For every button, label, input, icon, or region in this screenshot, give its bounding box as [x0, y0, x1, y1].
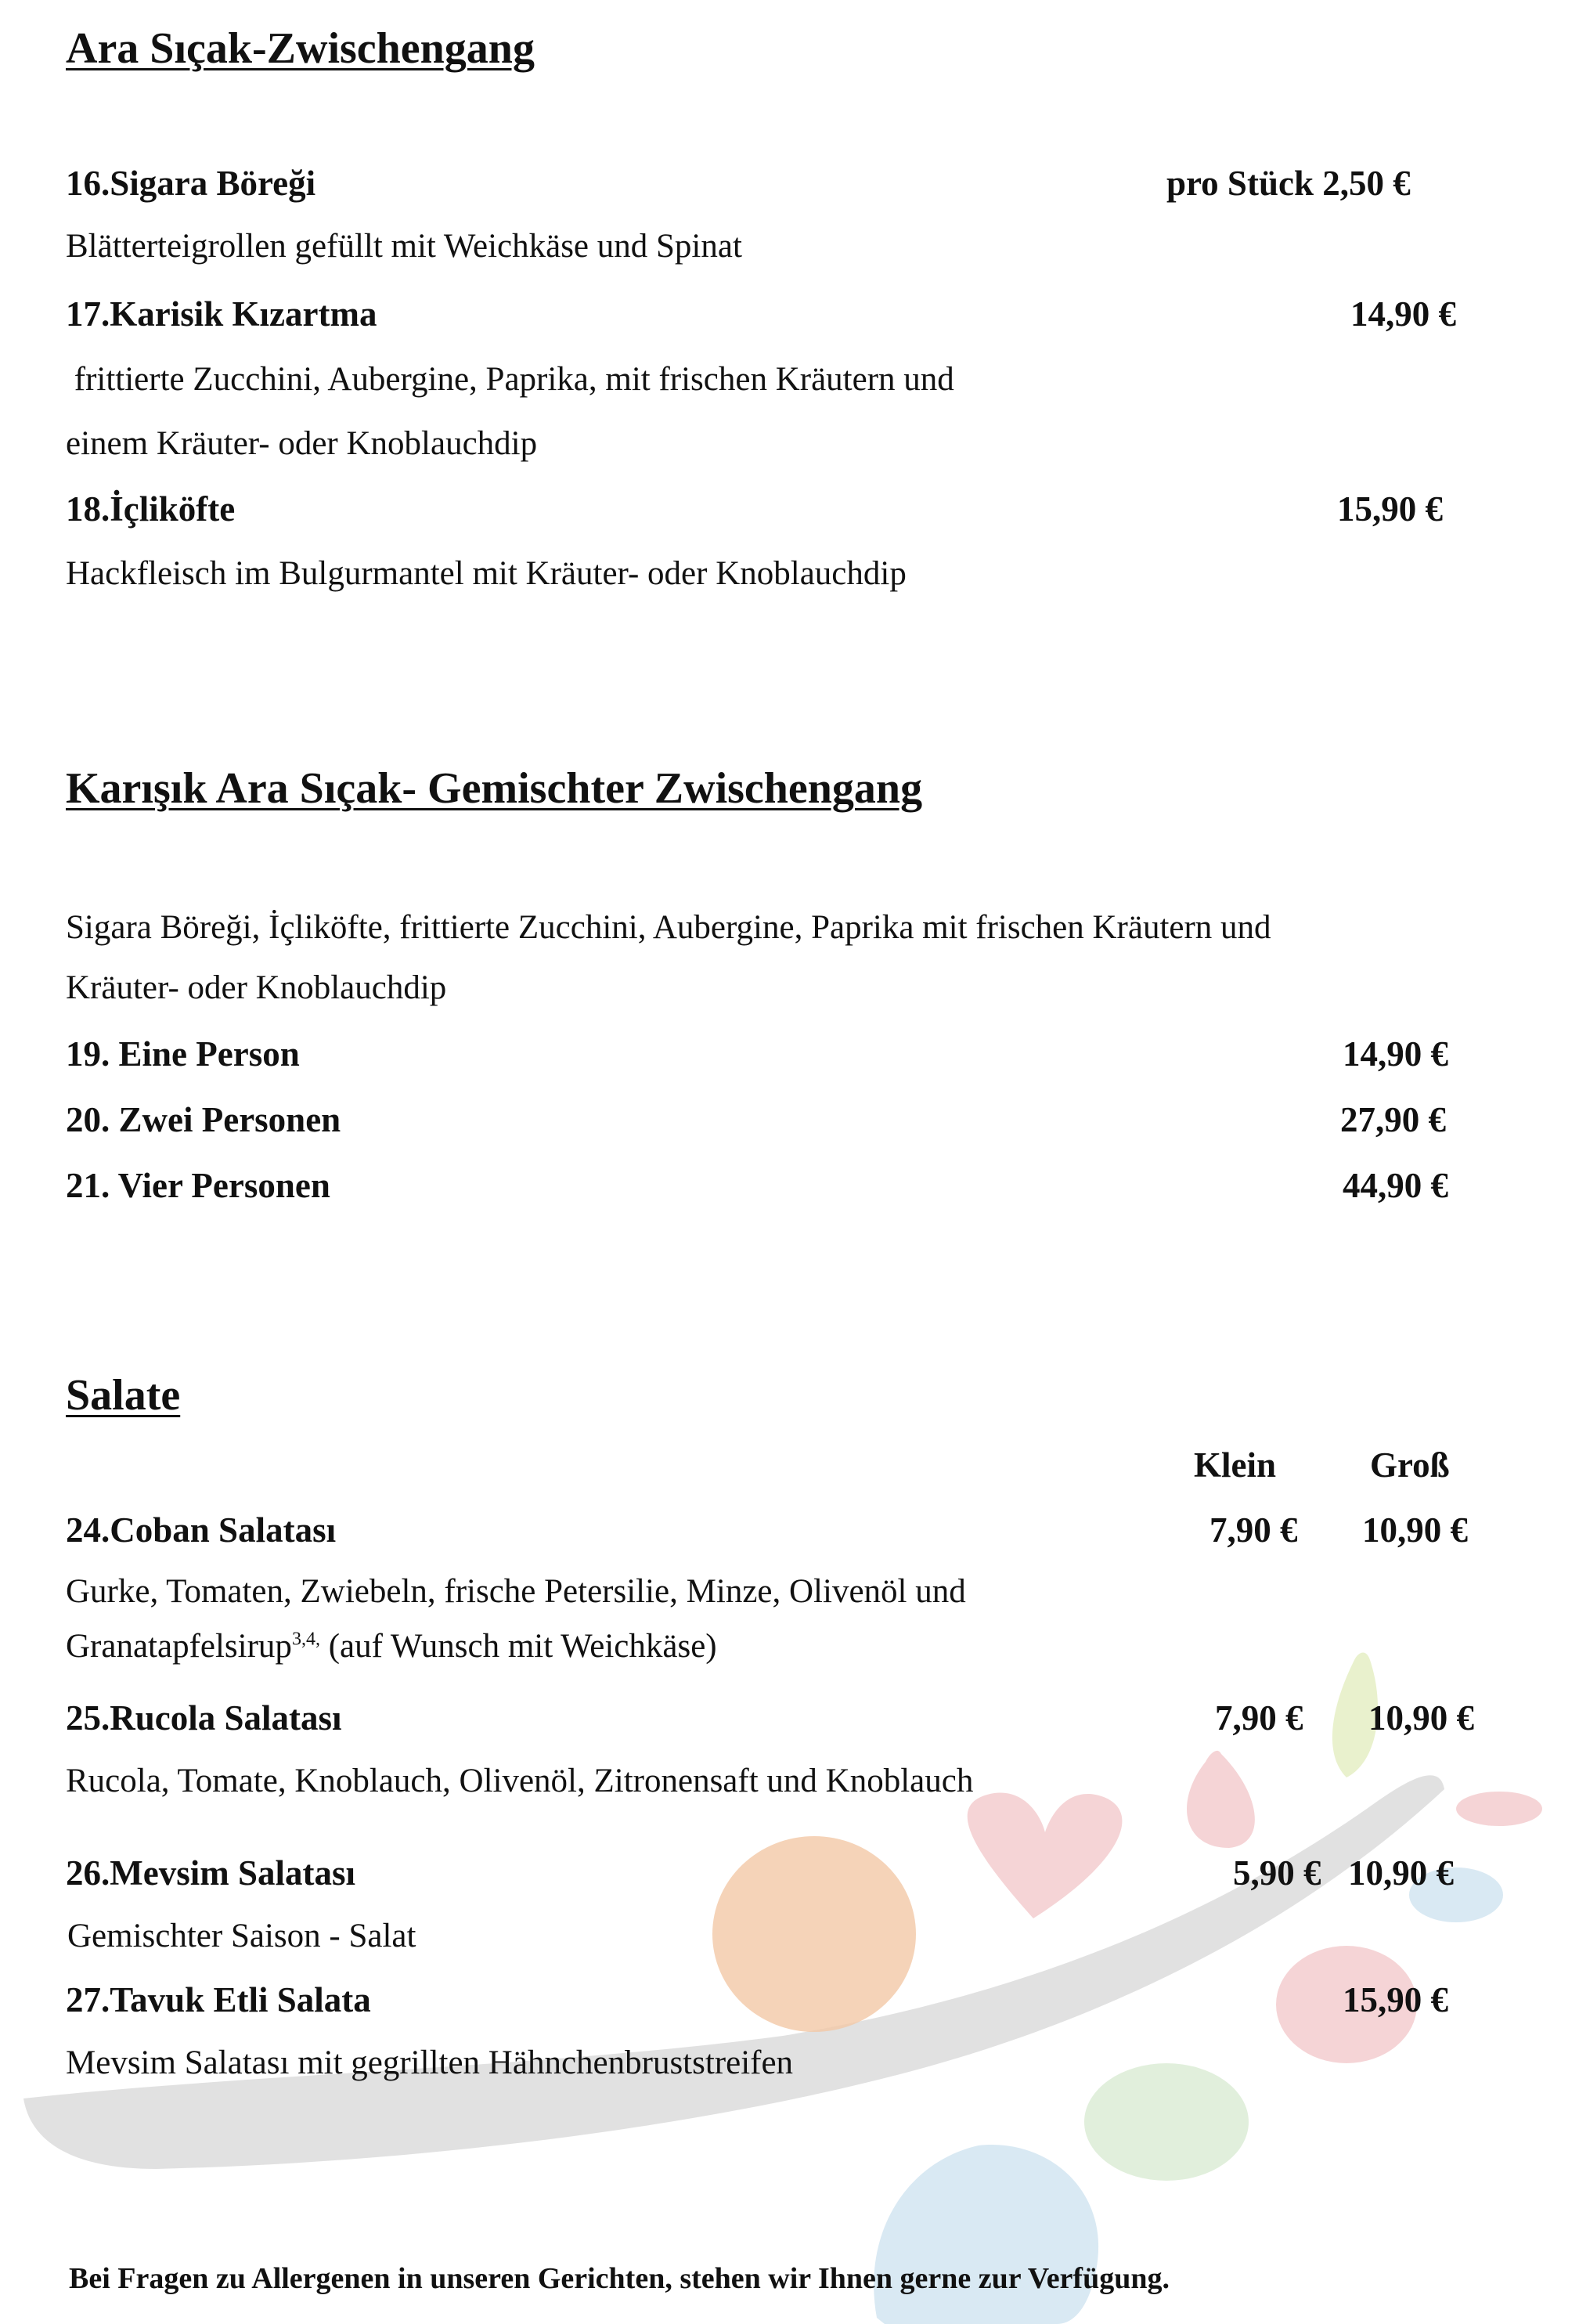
- watermark-pink-small-blob: [1456, 1792, 1542, 1826]
- allergen-superscript: 3,4,: [291, 1629, 320, 1650]
- section-heading-karisik-ara-sicak: Karışık Ara Sıçak- Gemischter Zwischengang: [66, 764, 923, 813]
- watermark-pink-drop: [1187, 1751, 1255, 1848]
- menu-item-25-price-small: 7,90 €: [1215, 1698, 1303, 1738]
- menu-item-26-description: Gemischter Saison - Salat: [67, 1918, 416, 1954]
- menu-item-25-description: Rucola, Tomate, Knoblauch, Olivenöl, Zitronensaft und Knoblauch: [66, 1763, 974, 1799]
- watermark-green-blob: [1084, 2063, 1249, 2181]
- section-heading-salate: Salate: [66, 1371, 181, 1420]
- menu-item-17-price: 14,90 €: [1350, 294, 1456, 334]
- mixed-platter-intro-line1: Sigara Böreği, İçliköfte, frittierte Zucchini, Aubergine, Paprika mit frischen Kräutern und: [66, 909, 1271, 946]
- column-header-gross: Groß: [1370, 1445, 1450, 1485]
- allergen-footer-note: Bei Fragen zu Allergenen in unseren Gerichten, stehen wir Ihnen gerne zur Verfügung.: [69, 2262, 1170, 2295]
- menu-item-17-description-line2: einem Kräuter- oder Knoblauchdip: [66, 425, 538, 462]
- menu-item-27-price: 15,90 €: [1343, 1980, 1448, 2019]
- menu-item-17-name: 17.Karisik Kızartma: [66, 294, 377, 334]
- column-header-klein: Klein: [1194, 1445, 1277, 1485]
- section-heading-ara-sicak: Ara Sıçak-Zwischengang: [66, 24, 535, 73]
- mixed-platter-intro-line2: Kräuter- oder Knoblauchdip: [66, 969, 447, 1006]
- menu-item-19-price: 14,90 €: [1343, 1034, 1448, 1074]
- menu-item-20-name: 20. Zwei Personen: [66, 1100, 341, 1139]
- menu-item-18-price: 15,90 €: [1337, 489, 1443, 529]
- menu-item-27-description: Mevsim Salatası mit gegrillten Hähnchenbruststreifen: [66, 2044, 794, 2081]
- watermark-orange-circle: [712, 1836, 916, 2032]
- watermark-heart-shape: [968, 1793, 1123, 1918]
- menu-item-18-description: Hackfleisch im Bulgurmantel mit Kräuter- oder Knoblauchdip: [66, 555, 907, 592]
- menu-item-17-description-line1: frittierte Zucchini, Aubergine, Paprika, mit frischen Kräutern und: [66, 361, 954, 398]
- menu-item-26-price-large: 10,90 €: [1348, 1853, 1454, 1893]
- menu-item-25-price-large: 10,90 €: [1368, 1698, 1474, 1738]
- menu-item-24-price-small: 7,90 €: [1209, 1510, 1298, 1550]
- menu-item-18-name: 18.İçliköfte: [66, 489, 236, 529]
- menu-item-20-price: 27,90 €: [1340, 1100, 1446, 1139]
- menu-item-24-price-large: 10,90 €: [1362, 1510, 1468, 1550]
- menu-item-16-description: Blätterteigrollen gefüllt mit Weichkäse und Spinat: [66, 228, 742, 265]
- menu-item-21-name: 21. Vier Personen: [66, 1166, 330, 1205]
- menu-item-24-description-line2: Granatapfelsirup$^{3,4,}$ (auf Wunsch mit Weichkäse): [66, 1628, 717, 1665]
- menu-item-16-price: pro Stück 2,50 €: [1166, 164, 1411, 203]
- menu-item-27-name: 27.Tavuk Etli Salata: [66, 1980, 371, 2019]
- menu-item-19-name: 19. Eine Person: [66, 1034, 300, 1074]
- menu-item-26-name: 26.Mevsim Salatası: [66, 1853, 355, 1893]
- menu-item-24-name: 24.Coban Salatası: [66, 1510, 337, 1550]
- menu-item-16-name: 16.Sigara Böreği: [66, 164, 316, 203]
- menu-item-26-price-small: 5,90 €: [1233, 1853, 1321, 1893]
- menu-item-25-name: 25.Rucola Salatası: [66, 1698, 342, 1738]
- menu-item-21-price: 44,90 €: [1343, 1166, 1448, 1205]
- watermark-blue-drop: [874, 2145, 1098, 2324]
- menu-item-24-description-line1: Gurke, Tomaten, Zwiebeln, frische Petersilie, Minze, Olivenöl und: [66, 1573, 966, 1610]
